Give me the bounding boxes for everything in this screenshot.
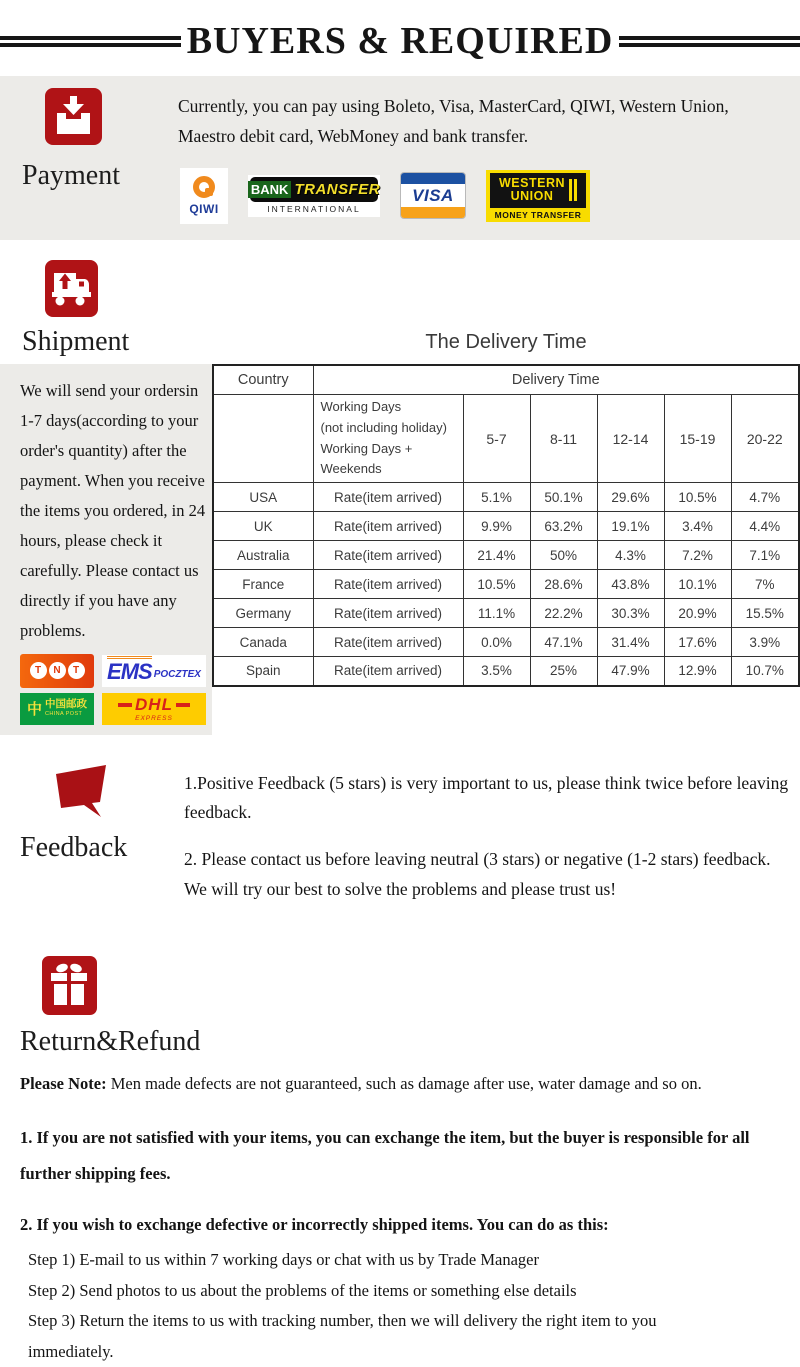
qiwi-q-icon bbox=[193, 176, 215, 198]
range-header: 8-11 bbox=[530, 395, 597, 483]
feedback-bubble-icon bbox=[40, 761, 180, 830]
returns-section bbox=[0, 956, 800, 1367]
header-rule-right bbox=[619, 36, 800, 47]
payment-description: Currently, you can pay using Boleto, Visa, MasterCard, QIWI, Western Union, Maestro debit card, WebMoney and bank transfer. bbox=[178, 96, 729, 146]
returns-note-text: Men made defects are not guaranteed, such as damage after use, water damage and so on. bbox=[106, 1073, 702, 1093]
shipment-note-column bbox=[0, 364, 212, 735]
payment-section-id bbox=[0, 88, 178, 224]
delivery-table-wrap bbox=[212, 364, 800, 735]
returns-step-3: Step 3) Return the items to us with tracking number, then we will delivery the right item to you immediately. bbox=[28, 1311, 657, 1361]
returns-label: Return&Refund bbox=[20, 1025, 201, 1057]
shipment-section-head bbox=[0, 260, 800, 356]
range-header: 20-22 bbox=[731, 395, 799, 483]
range-header: 15-19 bbox=[664, 395, 731, 483]
dhl-logo: DHL EXPRESS bbox=[102, 693, 206, 725]
returns-policy-2: 2. If you wish to exchange defective or incorrectly shipped items. You can do as this: bbox=[20, 1215, 609, 1235]
returns-note-label: Please Note: bbox=[20, 1073, 107, 1093]
western-union-logo: WESTERN UNION MONEY TRANSFER bbox=[486, 170, 590, 222]
returns-note bbox=[20, 1072, 782, 1097]
table-row: Germany Rate(item arrived) 11.1% 22.2% 30.3% 20.9% 15.5% bbox=[213, 599, 799, 628]
visa-logo: VISA bbox=[400, 172, 466, 219]
shipment-label: Shipment bbox=[22, 325, 130, 357]
range-header: 12-14 bbox=[597, 395, 664, 483]
delivery-zone bbox=[0, 364, 800, 735]
feedback-point-1: 1.Positive Feedback (5 stars) is very important to us, please think twice before leaving feedback. bbox=[184, 772, 789, 823]
ems-pocztex-logo: EMS POCZTEX bbox=[102, 655, 206, 687]
payment-icon bbox=[45, 88, 178, 150]
feedback-section bbox=[0, 761, 800, 922]
carrier-logos bbox=[20, 654, 206, 725]
china-post-logo: 中 中国邮政 CHINA POST bbox=[20, 693, 94, 725]
tnt-logo: T N T bbox=[20, 654, 94, 688]
payment-content bbox=[178, 88, 788, 224]
page-header bbox=[0, 18, 800, 64]
payment-logos bbox=[180, 168, 788, 224]
bank-transfer-logo: BANK TRANSFER INTERNATIONAL bbox=[248, 175, 380, 217]
table-row: Australia Rate(item arrived) 21.4% 50% 4.3% 7.2% 7.1% bbox=[213, 541, 799, 570]
payment-section bbox=[0, 76, 800, 240]
page-title: BUYERS & REQUIRED bbox=[186, 20, 614, 62]
table-row: France Rate(item arrived) 10.5% 28.6% 43.8% 10.1% 7% bbox=[213, 570, 799, 599]
western-union-bars bbox=[569, 179, 577, 201]
table-row: USA Rate(item arrived) 5.1% 50.1% 29.6% 10.5% 4.7% bbox=[213, 483, 799, 512]
table-row: UK Rate(item arrived) 9.9% 63.2% 19.1% 3.4% 4.4% bbox=[213, 512, 799, 541]
shipment-truck-icon bbox=[45, 260, 800, 322]
range-header: 5-7 bbox=[463, 395, 530, 483]
delivery-time-title: The Delivery Time bbox=[425, 330, 587, 353]
table-row: Canada Rate(item arrived) 0.0% 47.1% 31.4% 17.6% 3.9% bbox=[213, 628, 799, 657]
qiwi-logo: QIWI bbox=[180, 168, 228, 224]
payment-label: Payment bbox=[22, 160, 120, 191]
feedback-point-2: 2. Please contact us before leaving neutral (3 stars) or negative (1-2 stars) feedback. We will try our best to solve the problems and please trust us! bbox=[184, 849, 771, 899]
delivery-table bbox=[212, 364, 800, 687]
returns-content bbox=[20, 1072, 782, 1367]
col-header-delivery-time: Delivery Time bbox=[313, 365, 799, 395]
returns-policy-1: 1. If you are not satisfied with your items, you can exchange the item, but the buyer is responsible for all further shipping fees. bbox=[20, 1128, 750, 1183]
returns-step-1: Step 1) E-mail to us within 7 working days or chat with us by Trade Manager bbox=[28, 1250, 539, 1270]
gift-icon bbox=[42, 956, 800, 1020]
feedback-content bbox=[180, 761, 800, 922]
feedback-section-id bbox=[0, 761, 180, 922]
header-rule-left bbox=[0, 36, 181, 47]
returns-step-2: Step 2) Send photos to us about the problems of the items or something else details bbox=[28, 1280, 577, 1300]
table-row: Spain Rate(item arrived) 3.5% 25% 47.9% 12.9% 10.7% bbox=[213, 657, 799, 686]
shipment-note: We will send your ordersin 1-7 days(according to your order's quantity) after the payment. When you receive the items you ordered, in 24 hours, please check it carefully. Please contact us directly if you have any problems. bbox=[20, 380, 206, 640]
col-header-country: Country bbox=[213, 365, 313, 395]
feedback-label: Feedback bbox=[20, 831, 128, 863]
working-days-cell: Working Days (not including holiday) Working Days + Weekends bbox=[313, 395, 463, 483]
